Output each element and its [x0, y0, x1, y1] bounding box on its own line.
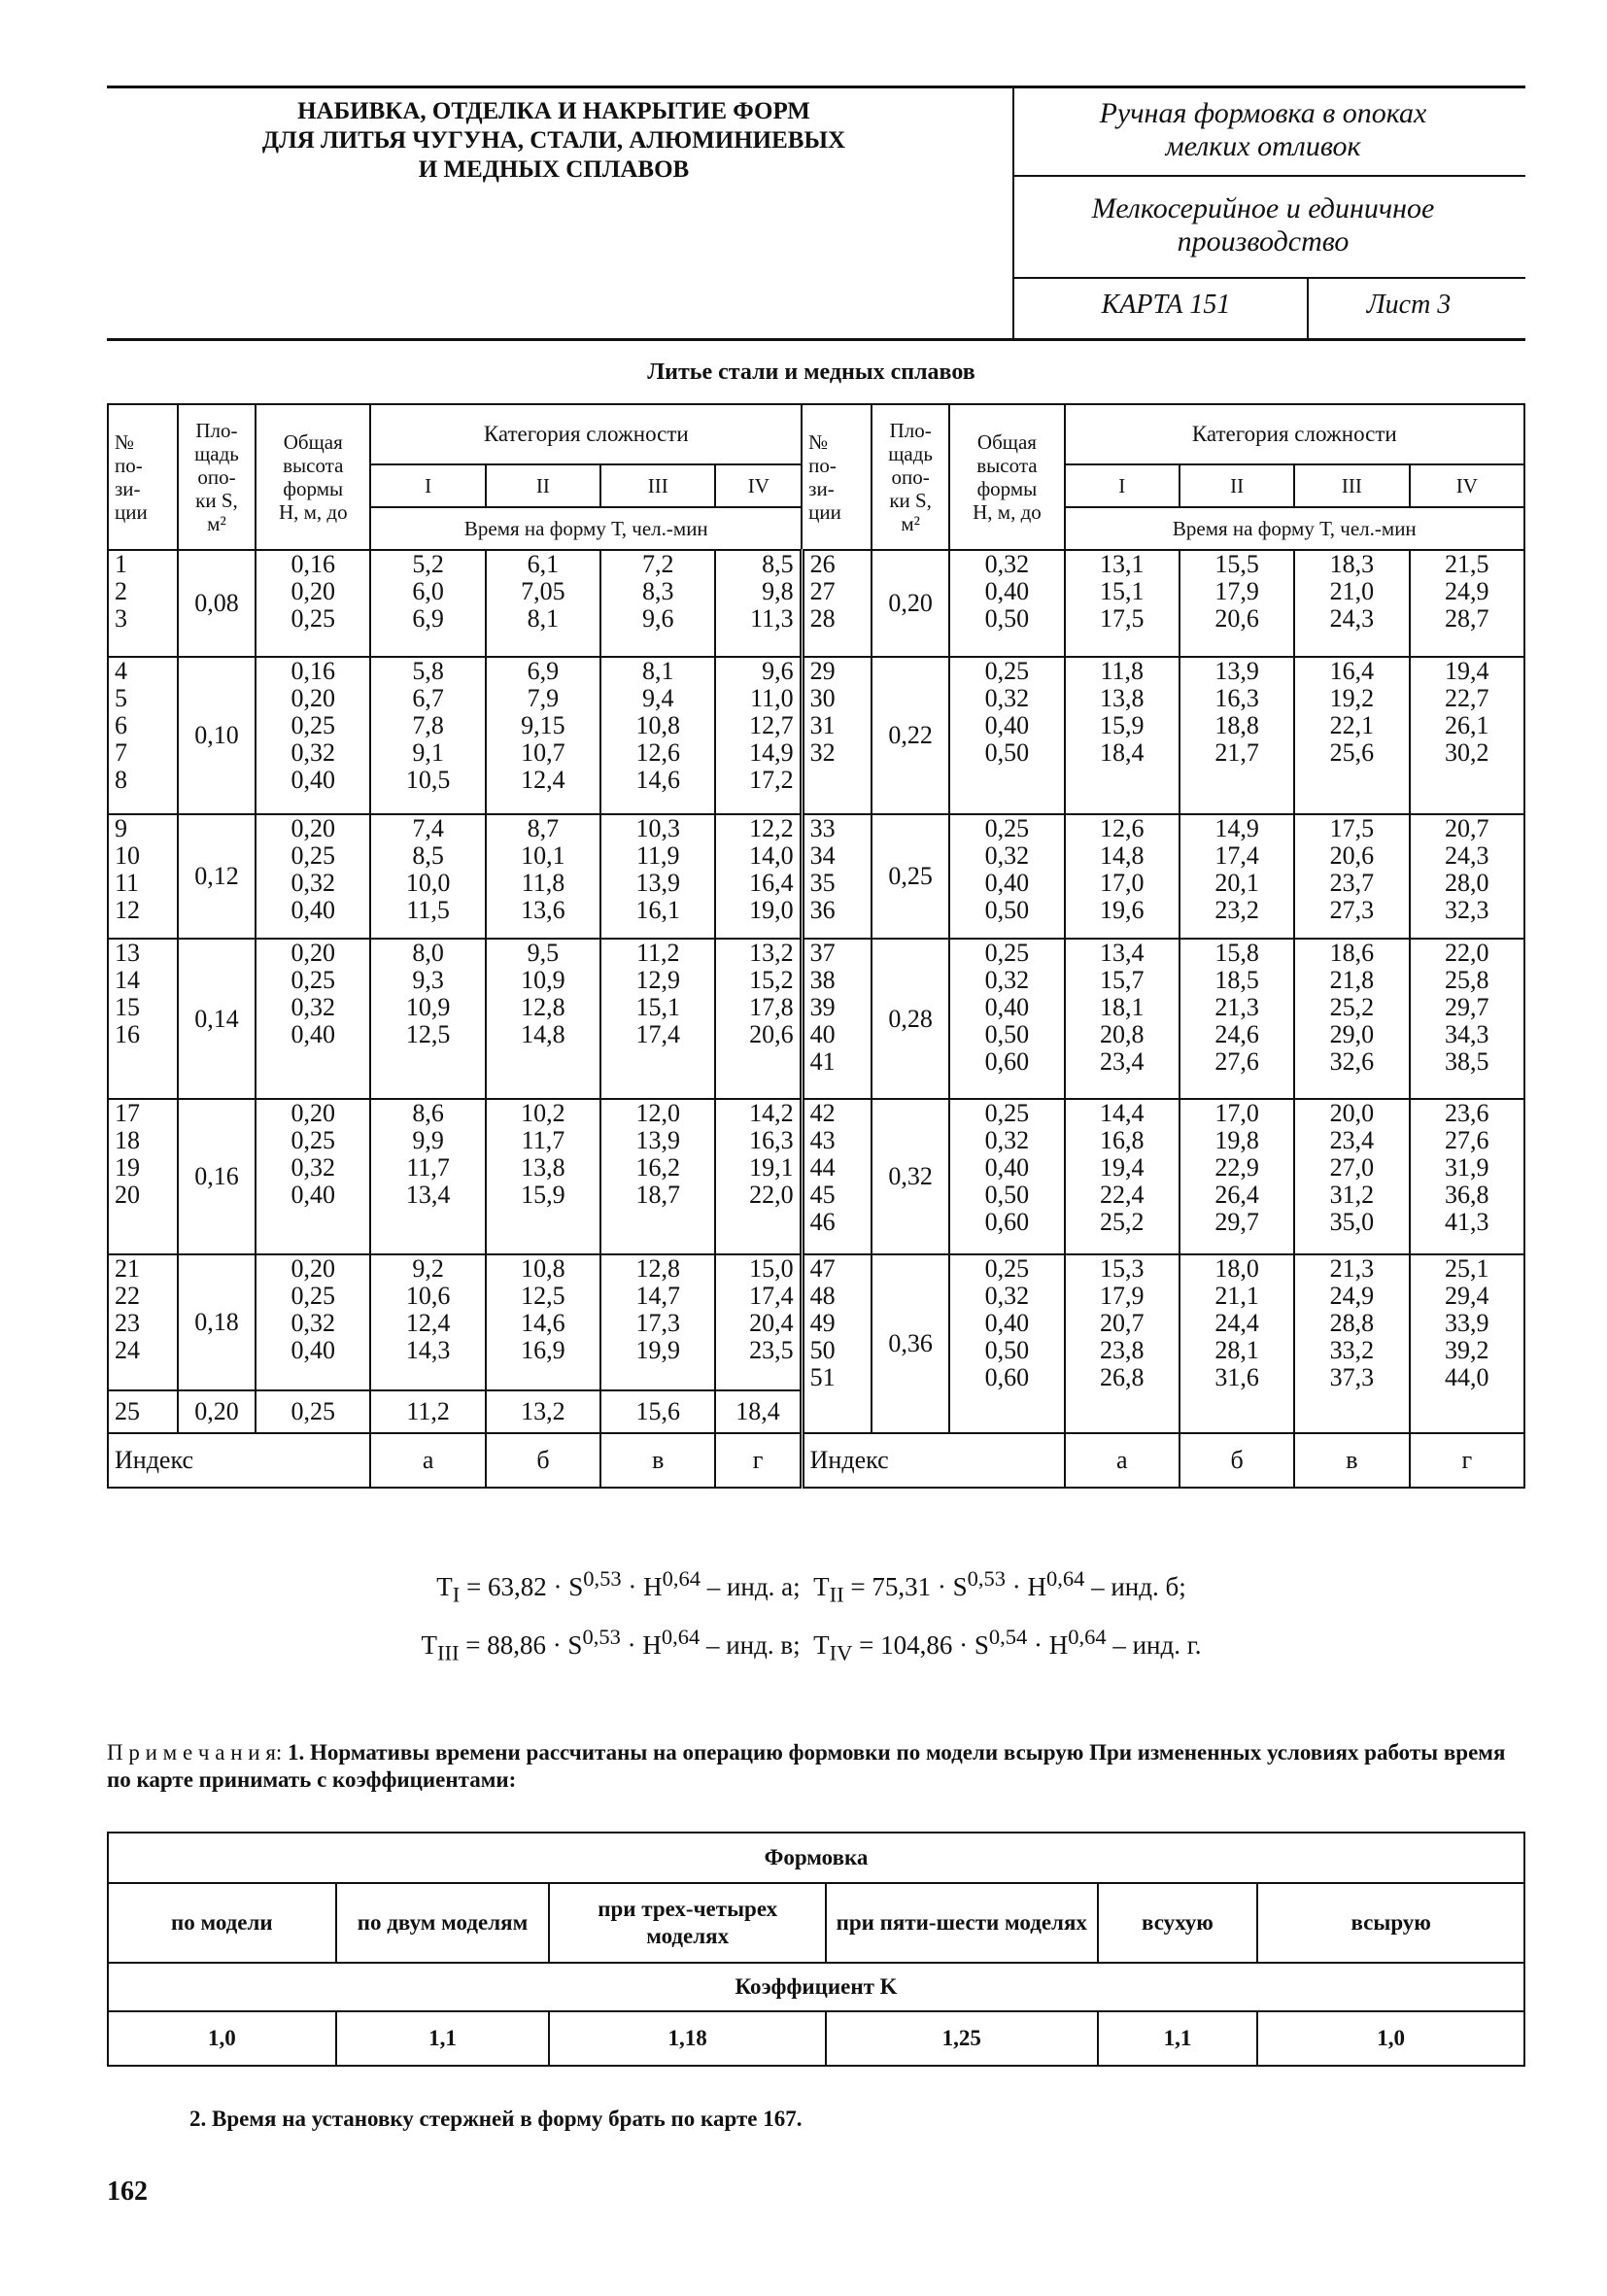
t3-cell: 10,3 11,9 13,9 16,1 — [600, 814, 715, 939]
factor-table — [107, 1832, 1525, 2067]
t2-cell: 9,5 10,9 12,8 14,8 — [486, 939, 600, 1099]
index-label-right: Индекс — [802, 1433, 1064, 1488]
t4-cell-right: 22,0 25,8 29,7 34,3 38,5 — [1410, 939, 1524, 1099]
factor-value-1: 1,0 — [108, 2011, 336, 2066]
area-cell-right: 0,32 — [872, 1099, 949, 1254]
height-cell: 0,16 0,20 0,25 — [256, 550, 370, 657]
factor-col-1: по модели — [108, 1883, 336, 1963]
index-g: г — [715, 1433, 802, 1488]
height-cell-right: 0,25 0,32 0,40 0,50 — [949, 814, 1064, 939]
header-position-right: № по- зи- ции — [802, 404, 872, 550]
area-cell-right: 0,28 — [872, 939, 949, 1099]
t2-cell: 6,1 7,05 8,1 — [486, 550, 600, 657]
t4-cell-right: 21,5 24,9 28,7 — [1410, 550, 1524, 657]
page-number: 162 — [107, 2176, 148, 2207]
pos-cell-right: 26 27 28 — [802, 550, 872, 657]
pos-cell: 21 22 23 24 — [108, 1254, 178, 1390]
pos-cell-right: 29 30 31 32 — [802, 657, 872, 814]
table-row — [108, 814, 1524, 939]
pos-cell: 9 10 11 12 — [108, 814, 178, 939]
t4-cell: 12,2 14,0 16,4 19,0 — [715, 814, 802, 939]
t1-cell: 7,4 8,5 10,0 11,5 — [370, 814, 485, 939]
pos-cell: 1 2 3 — [108, 550, 178, 657]
t4-cell: 15,0 17,4 20,4 23,5 — [715, 1254, 802, 1390]
cat-3: III — [600, 464, 715, 507]
t2-cell: 13,2 — [486, 1390, 600, 1433]
t2-cell: 10,8 12,5 14,6 16,9 — [486, 1254, 600, 1390]
pos-cell: 25 — [108, 1390, 178, 1433]
pos-cell: 17 18 19 20 — [108, 1099, 178, 1254]
t1-cell: 8,0 9,3 10,9 12,5 — [370, 939, 485, 1099]
t3-cell: 8,1 9,4 10,8 12,6 14,6 — [600, 657, 715, 814]
t1-cell-right: 12,6 14,8 17,0 19,6 — [1065, 814, 1180, 939]
cat-3-right: III — [1294, 464, 1409, 507]
t1-cell: 5,8 6,7 7,8 9,1 10,5 — [370, 657, 485, 814]
t3-cell-right: 17,5 20,6 23,7 27,3 — [1294, 814, 1409, 939]
coefficient-title: Коэффициент K — [108, 1963, 1524, 2011]
index-b: б — [486, 1433, 600, 1488]
index-row — [108, 1433, 1524, 1488]
factor-value-4: 1,25 — [826, 2011, 1098, 2066]
pos-cell-right: 33 34 35 36 — [802, 814, 872, 939]
index-b-right: б — [1180, 1433, 1294, 1488]
t4-cell: 13,2 15,2 17,8 20,6 — [715, 939, 802, 1099]
t2-cell: 8,7 10,1 11,8 13,6 — [486, 814, 600, 939]
area-cell: 0,14 — [178, 939, 256, 1099]
table-row — [108, 1099, 1524, 1254]
t2-cell-right: 18,0 21,1 24,4 28,1 31,6 — [1180, 1254, 1294, 1433]
t2-cell: 10,2 11,7 13,8 15,9 — [486, 1099, 600, 1254]
t2-cell-right: 15,8 18,5 21,3 24,6 27,6 — [1180, 939, 1294, 1099]
index-a-right: а — [1065, 1433, 1180, 1488]
area-cell: 0,08 — [178, 550, 256, 657]
header-category: Категория сложности — [370, 404, 802, 464]
index-v: в — [600, 1433, 715, 1488]
area-cell-right: 0,36 — [872, 1254, 949, 1433]
header-position: № по- зи- ции — [108, 404, 178, 550]
area-cell-right: 0,25 — [872, 814, 949, 939]
note-2: 2. Время на установку стержней в форму брать по карте 167. — [189, 2107, 803, 2131]
height-cell: 0,16 0,20 0,25 0,32 0,40 — [256, 657, 370, 814]
area-cell: 0,18 — [178, 1254, 256, 1390]
t3-cell-right: 16,4 19,2 22,1 25,6 — [1294, 657, 1409, 814]
t3-cell-right: 18,3 21,0 24,3 — [1294, 550, 1409, 657]
pos-cell-right: 47 48 49 50 51 — [802, 1254, 872, 1433]
header-height-right: Общая высота формы Н, м, до — [949, 404, 1064, 550]
index-a: а — [370, 1433, 485, 1488]
index-g-right: г — [1410, 1433, 1524, 1488]
t4-cell-right: 19,4 22,7 26,1 30,2 — [1410, 657, 1524, 814]
area-cell-right: 0,22 — [872, 657, 949, 814]
header-area-right: Пло- щадь опо- ки S, м² — [872, 404, 949, 550]
t2-cell-right: 14,9 17,4 20,1 23,2 — [1180, 814, 1294, 939]
height-cell: 0,20 0,25 0,32 0,40 — [256, 814, 370, 939]
t1-cell: 5,2 6,0 6,9 — [370, 550, 485, 657]
pos-cell: 4 5 6 7 8 — [108, 657, 178, 814]
operation-title: Ручная формовка в опоках мелких отливок — [1099, 97, 1427, 162]
cat-2-right: II — [1180, 464, 1294, 507]
t4-cell: 8,5 9,8 11,3 — [715, 550, 802, 657]
t1-cell: 11,2 — [370, 1390, 485, 1433]
height-cell-right: 0,25 0,32 0,40 0,50 0,60 — [949, 1099, 1064, 1254]
t3-cell: 12,8 14,7 17,3 19,9 — [600, 1254, 715, 1390]
area-cell-right: 0,20 — [872, 550, 949, 657]
height-cell: 0,20 0,25 0,32 0,40 — [256, 1099, 370, 1254]
t1-cell-right: 11,8 13,8 15,9 18,4 — [1065, 657, 1180, 814]
t3-cell: 15,6 — [600, 1390, 715, 1433]
pos-cell-right: 42 43 44 45 46 — [802, 1099, 872, 1254]
note-1: П р и м е ч а н и я: 1. Нормативы времени рассчитаны на операцию формовки по модели всырую При измененных условиях работы время по карте принимать с коэффициентами: — [107, 1740, 1506, 1792]
t2-cell-right: 15,5 17,9 20,6 — [1180, 550, 1294, 657]
t2-cell: 6,9 7,9 9,15 10,7 12,4 — [486, 657, 600, 814]
t1-cell-right: 13,1 15,1 17,5 — [1065, 550, 1180, 657]
t3-cell: 11,2 12,9 15,1 17,4 — [600, 939, 715, 1099]
factor-col-6: всырую — [1257, 1883, 1524, 1963]
time-header: Время на форму Т, чел.-мин — [370, 507, 802, 550]
t2-cell-right: 13,9 16,3 18,8 21,7 — [1180, 657, 1294, 814]
t1-cell: 8,6 9,9 11,7 13,4 — [370, 1099, 485, 1254]
header-category-right: Категория сложности — [1065, 404, 1524, 464]
factor-col-3: при трех-четырех моделях — [549, 1883, 826, 1963]
t3-cell: 12,0 13,9 16,2 18,7 — [600, 1099, 715, 1254]
area-cell: 0,16 — [178, 1099, 256, 1254]
formula-line-1: $T_I = 63,82 \cdot S^{0,53} \cdot H^{0,64}$ – инд. а; $T_{II} = 75,31 \cdot S^{0,53} \cdot H^{0,64}$ – инд. б; — [436, 1566, 1186, 1607]
area-cell: 0,10 — [178, 657, 256, 814]
t1-cell-right: 14,4 16,8 19,4 22,4 25,2 — [1065, 1099, 1180, 1254]
table-row — [108, 939, 1524, 1099]
norm-table — [107, 403, 1525, 1489]
factor-value-3: 1,18 — [549, 2011, 826, 2066]
factor-table-title: Формовка — [108, 1833, 1524, 1883]
header-area: Пло- щадь опо- ки S, м² — [178, 404, 256, 550]
cat-4-right: IV — [1410, 464, 1524, 507]
t3-cell-right: 21,3 24,9 28,8 33,2 37,3 — [1294, 1254, 1409, 1433]
height-cell-right: 0,25 0,32 0,40 0,50 0,60 — [949, 939, 1064, 1099]
pos-cell: 13 14 15 16 — [108, 939, 178, 1099]
index-label: Индекс — [108, 1433, 370, 1488]
table-row — [108, 550, 1524, 657]
cat-2: II — [486, 464, 600, 507]
height-cell: 0,25 — [256, 1390, 370, 1433]
factor-col-5: всухую — [1098, 1883, 1258, 1963]
table-row — [108, 657, 1524, 814]
time-header-right: Время на форму Т, чел.-мин — [1065, 507, 1524, 550]
production-type: Мелкосерийное и единичное производство — [1091, 192, 1435, 257]
t4-cell-right: 20,7 24,3 28,0 32,3 — [1410, 814, 1524, 939]
factor-value-5: 1,1 — [1098, 2011, 1258, 2066]
cat-1-right: I — [1065, 464, 1180, 507]
factor-col-4: при пяти-шести моделях — [826, 1883, 1098, 1963]
card-number: КАРТА 151 — [1101, 290, 1231, 320]
table-row — [108, 1254, 1524, 1390]
factor-col-2: по двум моделям — [336, 1883, 550, 1963]
t3-cell-right: 20,0 23,4 27,0 31,2 35,0 — [1294, 1099, 1409, 1254]
t1-cell: 9,2 10,6 12,4 14,3 — [370, 1254, 485, 1390]
t2-cell-right: 17,0 19,8 22,9 26,4 29,7 — [1180, 1099, 1294, 1254]
section-title: Литье стали и медных сплавов — [647, 360, 975, 385]
t4-cell: 9,6 11,0 12,7 14,9 17,2 — [715, 657, 802, 814]
index-v-right: в — [1294, 1433, 1409, 1488]
t1-cell-right: 13,4 15,7 18,1 20,8 23,4 — [1065, 939, 1180, 1099]
t3-cell-right: 18,6 21,8 25,2 29,0 32,6 — [1294, 939, 1409, 1099]
t4-cell-right: 23,6 27,6 31,9 36,8 41,3 — [1410, 1099, 1524, 1254]
pos-cell-right: 37 38 39 40 41 — [802, 939, 872, 1099]
factor-value-2: 1,1 — [336, 2011, 550, 2066]
notes-label: П р и м е ч а н и я: — [107, 1740, 283, 1765]
formula-line-2: $T_{III} = 88,86 \cdot S^{0,53} \cdot H^{0,64}$ – инд. в; $T_{IV} = 104,86 \cdot S^{0,54} \cdot H^{0,64}$ – инд. г. — [421, 1625, 1202, 1665]
t1-cell-right: 15,3 17,9 20,7 23,8 26,8 — [1065, 1254, 1180, 1433]
cat-1: I — [370, 464, 485, 507]
height-cell-right: 0,32 0,40 0,50 — [949, 550, 1064, 657]
header-height: Общая высота формы Н, м, до — [256, 404, 370, 550]
height-cell: 0,20 0,25 0,32 0,40 — [256, 1254, 370, 1390]
height-cell-right: 0,25 0,32 0,40 0,50 0,60 — [949, 1254, 1064, 1433]
area-cell: 0,20 — [178, 1390, 256, 1433]
t4-cell: 18,4 — [715, 1390, 802, 1433]
t4-cell: 14,2 16,3 19,1 22,0 — [715, 1099, 802, 1254]
sheet-number: Лист 3 — [1366, 290, 1452, 320]
cat-4: IV — [715, 464, 802, 507]
t4-cell-right: 25,1 29,4 33,9 39,2 44,0 — [1410, 1254, 1524, 1433]
height-cell-right: 0,25 0,32 0,40 0,50 — [949, 657, 1064, 814]
t3-cell: 7,2 8,3 9,6 — [600, 550, 715, 657]
area-cell: 0,12 — [178, 814, 256, 939]
document-title: НАБИВКА, ОТДЕЛКА И НАКРЫТИЕ ФОРМ ДЛЯ ЛИТЬЯ ЧУГУНА, СТАЛИ, АЛЮМИНИЕВЫХ И МЕДНЫХ СПЛАВОВ — [261, 98, 846, 183]
height-cell: 0,20 0,25 0,32 0,40 — [256, 939, 370, 1099]
factor-value-6: 1,0 — [1257, 2011, 1524, 2066]
